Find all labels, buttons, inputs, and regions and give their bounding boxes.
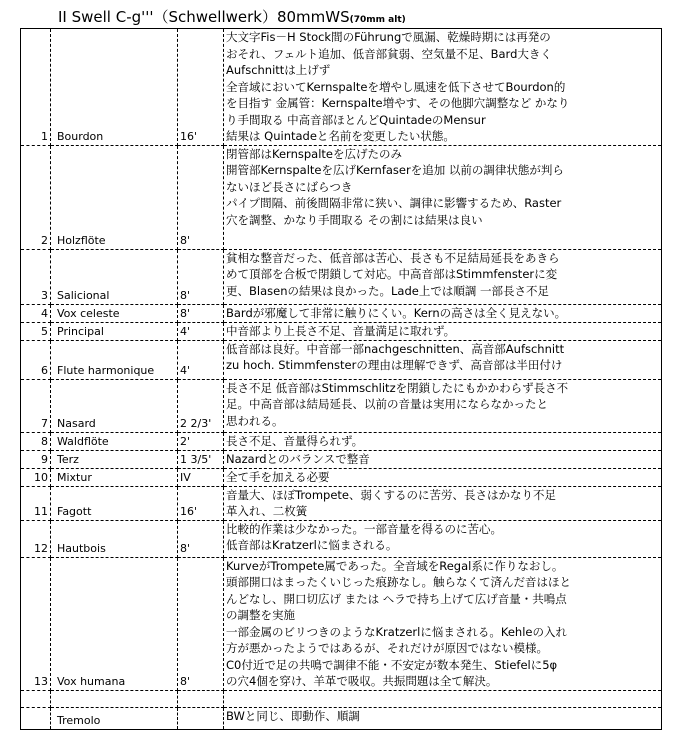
stop-number: 6: [21, 340, 51, 379]
note-line: C0付近で足の共鳴で調律不能・不安定が数本発生、Stiefelに5φ: [226, 657, 558, 672]
note-line: zu hoch. Stimmfensterの理由は理解できず、高音部は半田付け: [226, 358, 563, 372]
stop-notes: [224, 557, 662, 690]
note-line: おそれ、フェルト追加、低音部貧弱、空気量不足、Bard大きく: [226, 46, 552, 61]
page-title: [58, 6, 478, 29]
stop-notes: [224, 690, 662, 707]
stop-name: Tremolo: [51, 707, 178, 729]
stop-size: 16': [178, 486, 224, 520]
stop-table: [20, 28, 662, 730]
note-line: 開管部Kernspalteを広げKernfaserを追加 以前の調律状態が判ら: [226, 163, 564, 177]
stop-size: 8': [178, 249, 224, 304]
stop-size: 2': [178, 432, 224, 450]
note-line: 比較的作業は少なかった。一部音量を得るのに苦心。: [226, 521, 502, 536]
stop-notes: [224, 29, 662, 146]
note-line: ないほど長さにばらつき: [226, 179, 353, 194]
note-line: 足。中高音部は結局延長、以前の音量は実用にならなかったと: [226, 397, 548, 411]
note-line: パイプ間隔、前後間隔非常に狭い、調律に影響するため、Raster: [226, 196, 562, 210]
stop-name: Mixtur: [51, 468, 178, 486]
stop-number: 7: [21, 379, 51, 432]
stop-name: Salicional: [51, 249, 178, 304]
note-line: を目指す 金属管：Kernspalte増やす、その他脚穴調整など かなり: [226, 96, 570, 110]
note-line: 大文字Fis－H Stock間のFührungで風漏、乾燥時期には再発の: [226, 30, 551, 44]
stop-notes: [224, 486, 662, 520]
note-line: んどなし、開口切広げ または ヘラで持ち上げて広げ音量・共鳴点: [226, 591, 567, 606]
stop-name: Holzflöte: [51, 145, 178, 249]
stop-size: 4': [178, 322, 224, 340]
stop-notes: [224, 379, 662, 432]
stop-notes: [224, 340, 662, 379]
stop-name: Vox celeste: [51, 304, 178, 322]
stop-name: Vox humana: [51, 557, 178, 690]
title-sub: (70mm alt): [349, 15, 406, 25]
stop-size: 4': [178, 340, 224, 379]
table-row: [21, 29, 662, 146]
stop-number: 5: [21, 322, 51, 340]
table-row: [21, 432, 662, 450]
note-line: 全て手を加える必要: [226, 469, 330, 484]
note-line: 音量大、ほぼTrompete、弱くするのに苦労、長さはかなり不足: [226, 487, 557, 502]
stop-name: Hautbois: [51, 520, 178, 557]
note-line: KurveがTrompete属であった。全音域をRegal系に作りなおし。: [226, 558, 564, 573]
note-line: 思われる。: [226, 413, 284, 428]
stop-notes: [224, 520, 662, 557]
note-line: 長さ不足 低音部はStimmschlitzを閉鎖したにもかかわらず長さ不: [226, 380, 569, 395]
stop-number: 1: [21, 29, 51, 146]
note-line: BWと同じ、即動作、順調: [226, 708, 360, 723]
note-line: 長さ不足、音量得られず。: [226, 433, 364, 448]
stop-number: 11: [21, 486, 51, 520]
table-row: [21, 340, 662, 379]
table-row: [21, 322, 662, 340]
stop-name: Waldflöte: [51, 432, 178, 450]
note-line: Nazardとのバランスで整音: [226, 451, 370, 466]
stop-notes: [224, 432, 662, 450]
stop-size: [178, 707, 224, 729]
stop-name: Bourdon: [51, 29, 178, 146]
stop-number: 3: [21, 249, 51, 304]
stop-size: 8': [178, 304, 224, 322]
note-line: 貧相な整音だった、低音部は苦心、長さも不足結局延長をあきら: [226, 250, 560, 265]
table-row: [21, 145, 662, 249]
note-line: の調整を実施: [226, 608, 295, 622]
note-line: 革入れ、二枚簧: [226, 504, 308, 518]
table-row: [21, 690, 662, 707]
table-row: [21, 520, 662, 557]
stop-name: Fagott: [51, 486, 178, 520]
stop-notes: [224, 304, 662, 322]
stop-number: 9: [21, 450, 51, 468]
stop-name: Principal: [51, 322, 178, 340]
stop-notes: [224, 707, 662, 729]
note-line: の穴4個を穿け、羊革で吸収。共振問題は全て解決。: [226, 674, 498, 688]
stop-notes: [224, 322, 662, 340]
note-line: り手間取る 中高音部ほとんどQuintadeのMensur: [226, 112, 486, 127]
note-line: 閉管部はKernspalteを広げたのみ: [226, 146, 402, 161]
stop-name: [51, 690, 178, 707]
stop-name: Nasard: [51, 379, 178, 432]
stop-number: 12: [21, 520, 51, 557]
stop-notes: [224, 450, 662, 468]
stop-size: 16': [178, 29, 224, 146]
stop-number: [21, 690, 51, 707]
note-line: 方が悪かったようではあるが、それだけが原因ではない模様。: [226, 641, 548, 655]
stop-number: 2: [21, 145, 51, 249]
table-row: [21, 486, 662, 520]
stop-name: Terz: [51, 450, 178, 468]
stop-number: 13: [21, 557, 51, 690]
table-row: [21, 379, 662, 432]
stop-size: 1 3/5': [178, 450, 224, 468]
note-line: 一部金属のビリつきのようなKratzerlに悩まされる。Kehleの入れ: [226, 624, 567, 639]
stop-size: 8': [178, 557, 224, 690]
note-line: Aufschnittは上げず: [226, 63, 331, 77]
note-line: 中音部より上長さ不足、音量満足に取れず。: [226, 323, 456, 338]
stop-number: [21, 707, 51, 729]
stop-size: IV: [178, 468, 224, 486]
note-line: Bardが邪魔して非常に触りにくい。Kernの高さは全く見えない。: [226, 305, 567, 320]
note-line: 低音部はKratzerlに悩まされる。: [226, 538, 398, 552]
note-line: 頭部開口はまったくいじった痕跡なし。触らなくて済んだ音はほと: [226, 575, 571, 589]
title-main: II Swell C-g'''（Schwellwerk）80mmWS: [58, 8, 350, 26]
note-line: 穴を調整、かなり手間取る その割には結果は良い: [226, 212, 483, 227]
table-row: [21, 557, 662, 690]
stop-notes: [224, 145, 662, 249]
note-line: 全音域においてKernspalteを増やし風速を低下させてBourdon的: [226, 79, 566, 94]
stop-size: [178, 690, 224, 707]
table-row: [21, 450, 662, 468]
table-row: [21, 707, 662, 729]
stop-name: Flute harmonique: [51, 340, 178, 379]
stop-notes: [224, 468, 662, 486]
note-line: 更、Blasenの結果は良かった。Lade上では順調 一部長さ不足: [226, 283, 549, 298]
table-row: [21, 249, 662, 304]
stop-notes: [224, 249, 662, 304]
stop-number: 10: [21, 468, 51, 486]
stop-number: 8: [21, 432, 51, 450]
stop-size: 2 2/3': [178, 379, 224, 432]
note-line: 結果は Quintadeと名前を変更したい状態。: [226, 129, 455, 143]
stop-size: 8': [178, 145, 224, 249]
note-line: 低音部は良好。中音部一部nachgeschnitten、高音部Aufschnitt: [226, 341, 565, 356]
table-row: [21, 304, 662, 322]
stop-number: 4: [21, 304, 51, 322]
stop-size: 8': [178, 520, 224, 557]
note-line: めて頂部を合板で閉鎖して対応。中高音部はStimmfensterに変: [226, 267, 558, 281]
table-row: [21, 468, 662, 486]
